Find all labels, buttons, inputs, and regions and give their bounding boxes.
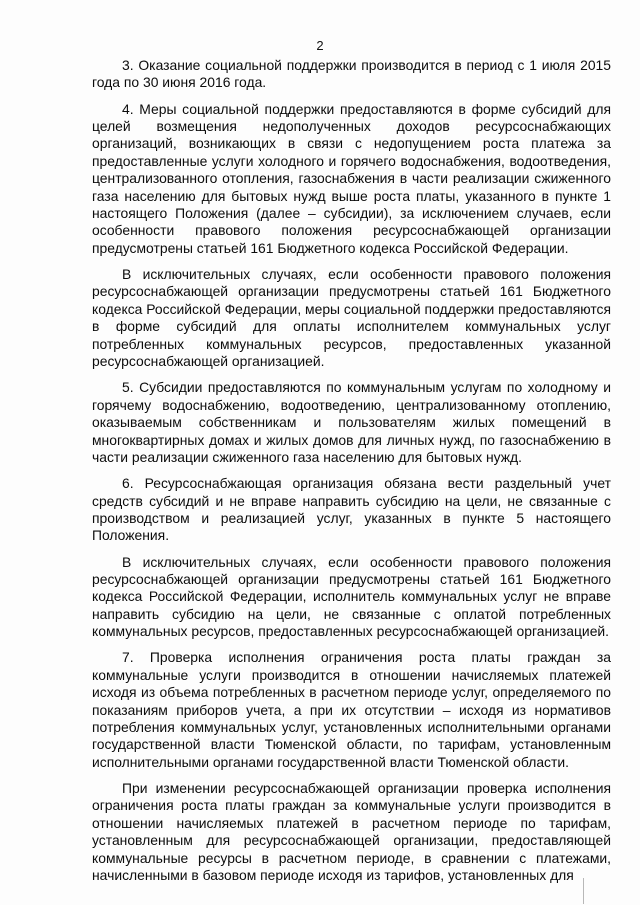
scan-artifact — [583, 878, 584, 904]
paragraph-5: 5. Субсидии предоставляются по коммунальным услугам по холодному и горячему водоснабжению, водоотведению, централизованному отоплению, оказываемым собственникам и пользователям жилых помещений в многоквартирных домах и жилых домов для личных нужд, по газоснабжению в части реализации сжиженного газа населению для бытовых нужд. — [92, 379, 611, 465]
paragraph-7: 7. Проверка исполнения ограничения роста платы граждан за коммунальные услуги производится в отношении начисляемых платежей исходя из объема потребленных в расчетном периоде услуг, определяемого по показаниям приборов учета, а при их отсутствии – исходя из нормативов потребления коммунальных услуг, установленных исполнительными органами государственной власти Тюменской области, по тарифам, установленным исполнительными органами государственной власти Тюменской области. — [92, 649, 611, 770]
paragraph-6: 6. Ресурсоснабжающая организация обязана вести раздельный учет средств субсидий и не вправе направить субсидию на цели, не связанные с производством и реализацией услуг, указанных в пункте 5 настоящего Положения. — [92, 475, 611, 544]
document-body — [92, 57, 611, 893]
paragraph-3: 3. Оказание социальной поддержки производится в период с 1 июля 2015 года по 30 июня 2016 года. — [92, 57, 611, 91]
paragraph-7-change: При изменении ресурсоснабжающей организации проверка исполнения ограничения роста платы граждан за коммунальные услуги производится в отношении начисляемых платежей в расчетном периоде по тарифам, установленным для ресурсоснабжающей организации, предоставляющей коммунальные ресурсы в расчетном периоде, в сравнении с платежами, начисленными в базовом периоде исходя из тарифов, установленных для — [92, 780, 611, 884]
paragraph-4-exception: В исключительных случаях, если особенности правового положения ресурсоснабжающей организации предусмотрены статьей 161 Бюджетного кодекса Российской Федерации, меры социальной поддержки предоставляются в форме субсидий для оплаты исполнителем коммунальных услуг потребленных коммунальных ресурсов, предоставленных указанной ресурсоснабжающей организацией. — [92, 266, 611, 370]
page-number: 2 — [316, 38, 324, 53]
paragraph-4: 4. Меры социальной поддержки предоставляются в форме субсидий для целей возмещения недополученных доходов ресурсоснабжающих организаций, возникающих в связи с недопущением роста платежа за предоставленные услуги холодного и горячего водоснабжения, водоотведения, централизованного отопления, газоснабжения в части реализации сжиженного газа населению для бытовых нужд выше роста платы, указанного в пункте 1 настоящего Положения (далее – субсидии), за исключением случаев, если особенности правового положения ресурсоснабжающей организации предусмотрены статьей 161 Бюджетного кодекса Российской Федерации. — [92, 100, 611, 256]
paragraph-6-exception: В исключительных случаях, если особенности правового положения ресурсоснабжающей организации предусмотрены статьей 161 Бюджетного кодекса Российской Федерации, исполнитель коммунальных услуг не вправе направить субсидию на цели, не связанные с оплатой потребленных коммунальных ресурсов, предоставленных ресурсоснабжающей организацией. — [92, 553, 611, 640]
